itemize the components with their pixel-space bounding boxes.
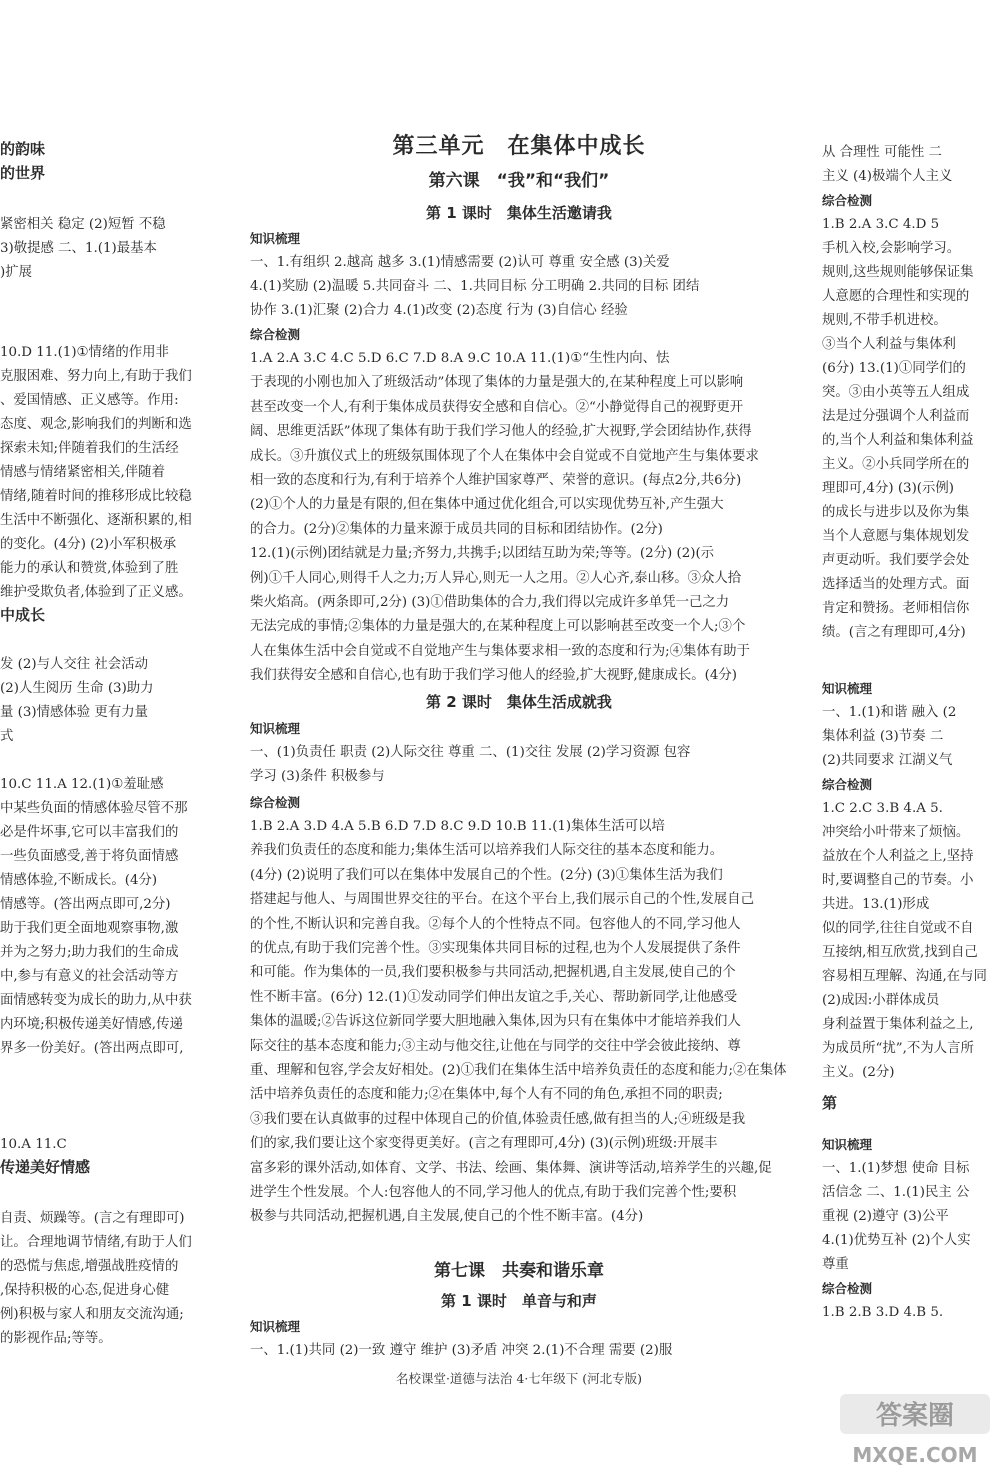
left-column bbox=[0, 0, 222, 1471]
answer-line: 集体的温暖;②告诉这位新同学要大胆地融入集体,因为只有在集体中才能培养我们人 bbox=[250, 1014, 741, 1030]
answer-line: 界多一份美好。(答出两点即可, bbox=[0, 1041, 184, 1056]
answer-line: 例)①千人同心,则得千人之力;万人异心,则无一人之用。②人心齐,泰山移。③众人拾 bbox=[250, 570, 742, 586]
answer-line: 内环境;积极传递美好情感,传递 bbox=[0, 1017, 183, 1032]
answer-line: 活中培养负责任的态度和能力;②在集体中,每个人有不同的角色,承担不同的职责; bbox=[250, 1087, 723, 1103]
watermark-logo bbox=[822, 1388, 1000, 1471]
answer-line: 共进。13.(1)形成 bbox=[822, 897, 930, 912]
answer-line: 甚至改变一个人,有利于集体成员获得安全感和自信心。②“小静觉得自己的视野更开 bbox=[250, 399, 744, 415]
answer-line: 时,要调整自己的节奏。小 bbox=[822, 873, 974, 888]
section-heading: 综合检测 bbox=[822, 777, 873, 792]
page-footer: 名校课堂·道德与法治 4·七年级下 (河北专版) bbox=[395, 1371, 643, 1386]
answer-line: 柴火焰高。(两条即可,2分) (3)①借助集体的合力,我们得以完成许多单凭一己之力 bbox=[250, 595, 730, 610]
answer-line: 情感等。(答出两点即可,2分) bbox=[0, 897, 171, 912]
answer-line: 人在集体生活中会自觉或不自觉地产生与集体要求相一致的态度和行为;④集体有助于 bbox=[250, 643, 750, 659]
lesson6-part2-title: 第 2 课时 集体生活成就我 bbox=[426, 693, 612, 711]
answer-line: 相一致的态度和行为,有利于培养个人维护国家尊严、荣誉的意识。(每点2分,共6分) bbox=[250, 473, 742, 488]
unit-title: 第三单元 在集体中成长 bbox=[392, 134, 646, 159]
answer-line: 活信念 二、1.(1)民主 公 bbox=[822, 1185, 970, 1200]
answer-line: 维护受欺负者,体验到了正义感。 bbox=[0, 585, 192, 600]
watermark-logo-text: 答案圈 bbox=[875, 1401, 955, 1431]
answer-line: 绩。(言之有理即可,4分) bbox=[822, 625, 966, 640]
answer-line: 从 合理性 可能性 二 bbox=[822, 145, 942, 160]
answer-line: 们的家,我们要让这个家变得更美好。(言之有理即可,4分) (3)(示例)班级:开展丰 bbox=[250, 1136, 718, 1152]
answer-line: 10.D 11.(1)①情绪的作用非 bbox=[0, 345, 169, 360]
section-heading: 综合检测 bbox=[822, 1281, 873, 1296]
section-heading: 知识梳理 bbox=[822, 1137, 873, 1152]
answer-line: 法是过分强调个人利益而 bbox=[822, 409, 970, 424]
answer-line: 声更动听。我们要学会处 bbox=[822, 553, 970, 568]
answer-line: 冲突给小叶带来了烦恼。 bbox=[822, 825, 970, 840]
answer-line: 一、1.(1)梦想 使命 目标 bbox=[822, 1161, 970, 1176]
answer-line: 并为之努力;助力我们的生命成 bbox=[0, 945, 179, 960]
answer-line: 容易相互理解、沟通,在与同 bbox=[822, 969, 987, 984]
answer-line: 4.(1)奖励 (2)温暖 5.共同奋斗 二、1.共同目标 分工明确 2.共同的目标 团结 bbox=[250, 279, 700, 294]
answer-line: 一、1.(1)共同 (2)一致 遵守 维护 (3)矛盾 冲突 2.(1)不合理 需要 (2)服 bbox=[250, 1343, 673, 1358]
answer-line: 中某些负面的情感体验尽管不那 bbox=[0, 801, 188, 816]
answer-line: 一、1.有组织 2.越高 越多 3.(1)情感需要 (2)认可 尊重 安全感 (3)关爱 bbox=[250, 255, 670, 270]
answer-line: 情感与情绪紧密相关,伴随着 bbox=[0, 465, 165, 480]
answer-line: 规则,这些规则能够保证集 bbox=[822, 265, 974, 280]
answer-line: 的优点,有助于我们完善个性。③实现集体共同目标的过程,也为个人发展提供了条件 bbox=[250, 941, 741, 956]
answer-line: 生活中不断强化、逐渐积累的,相 bbox=[0, 513, 192, 528]
answer-line: 发 (2)与人交往 社会活动 bbox=[0, 657, 148, 672]
check-label: 综合检测 bbox=[250, 327, 301, 342]
section-heading: 传递美好情感 bbox=[0, 1158, 91, 1176]
answer-line: 人意愿的合理性和实现的 bbox=[822, 289, 970, 304]
answer-line: (2)①个人的力量是有限的,但在集体中通过优化组合,可以实现优势互补,产生强大 bbox=[250, 497, 724, 513]
answer-line: 于表现的小刚也加入了班级活动”体现了集体的力量是强大的,在某种程度上可以影响 bbox=[250, 375, 744, 391]
answer-line: 重、理解和包容,学会友好相处。(2)①我们在集体生活中培养负责任的态度和能力;②在集体 bbox=[250, 1063, 787, 1078]
answer-line: 重视 (2)遵守 (3)公平 bbox=[822, 1209, 949, 1224]
answer-line: 手机入校,会影响学习。 bbox=[822, 241, 961, 256]
answer-line: 性不断丰富。(6分) 12.(1)①发动同学们伸出友谊之手,关心、帮助新同学,让他感受 bbox=[250, 989, 738, 1005]
answer-line: 规则,不带手机进校。 bbox=[822, 313, 947, 328]
answer-line: 10.A 11.C bbox=[0, 1137, 67, 1152]
answer-line: 主义。②小兵同学所在的 bbox=[822, 457, 970, 472]
answer-line: ,保持积极的心态,促进身心健 bbox=[0, 1283, 170, 1298]
check-label: 综合检测 bbox=[250, 795, 301, 810]
answer-line: ③我们要在认真做事的过程中体现自己的价值,体验责任感,做有担当的人;④班级是我 bbox=[250, 1111, 746, 1127]
knowledge-label: 知识梳理 bbox=[250, 1319, 301, 1334]
answer-line: 式 bbox=[0, 729, 14, 744]
answer-line: 似的同学,往往自觉或不自 bbox=[822, 921, 974, 936]
answer-line: 助于我们更全面地观察事物,激 bbox=[0, 921, 179, 936]
answer-line: 量 (3)情感体验 更有力量 bbox=[0, 705, 148, 720]
watermark-text: MXQE.COM bbox=[852, 1443, 978, 1467]
answer-line: )扩展 bbox=[0, 265, 33, 280]
answer-line: 极参与共同活动,把握机遇,自主发展,使自己的个性不断丰富。(4分) bbox=[250, 1209, 644, 1225]
answer-line: 无法完成的事情;②集体的力量是强大的,在某种程度上可以影响甚至改变一个人;③个 bbox=[250, 619, 746, 635]
section-heading: 知识梳理 bbox=[822, 681, 873, 696]
section-heading: 中成长 bbox=[0, 606, 46, 624]
answer-line: 尊重 bbox=[822, 1257, 849, 1272]
answer-line: 能力的承认和赞赏,体验到了胜 bbox=[0, 561, 179, 576]
answer-line: 的恐慌与焦虑,增强战胜疫情的 bbox=[0, 1259, 179, 1274]
answer-line: 成长。③升旗仪式上的班级氛围体现了个人在集体中会自觉或不自觉地产生与集体要求 bbox=[250, 448, 759, 464]
answer-line: 一些负面感受,善于将负面情感 bbox=[0, 849, 179, 864]
answer-line: 紧密相关 稳定 (2)短暂 不稳 bbox=[0, 217, 166, 232]
answer-line: 让。合理地调节情绪,有助于人们 bbox=[0, 1235, 192, 1250]
answer-line: 4.(1)优势互补 (2)个人实 bbox=[822, 1233, 971, 1248]
answer-line: 态度、观念,影响我们的判断和选 bbox=[0, 417, 192, 432]
answer-line: 协作 3.(1)汇聚 (2)合力 4.(1)改变 (2)态度 行为 (3)自信心 经验 bbox=[250, 303, 628, 318]
answer-line: 益放在个人利益之上,坚持 bbox=[822, 849, 974, 864]
lesson6-title: 第六课 “我”和“我们” bbox=[428, 171, 610, 191]
answer-line: 情绪,随着时间的推移形成比较稳 bbox=[0, 489, 192, 504]
answer-line: 3)敬提感 二、1.(1)最基本 bbox=[0, 241, 157, 256]
answer-line: 面情感转变为成长的助力,从中获 bbox=[0, 993, 192, 1008]
answer-line: 、爱国情感、正义感等。作用: bbox=[0, 393, 179, 408]
answer-line: 探索未知;伴随着我们的生活经 bbox=[0, 441, 179, 456]
answer-line: 1.B 2.A 3.D 4.A 5.B 6.D 7.D 8.C 9.D 10.B 11.(1)集体生活可以培 bbox=[250, 819, 665, 834]
answer-line: 的影视作品;等等。 bbox=[0, 1331, 112, 1346]
answer-line: 12.(1)(示例)团结就是力量;齐努力,共携手;以团结互助为荣;等等。(2分) (2)(示 bbox=[250, 546, 715, 562]
lesson7-part1-title: 第 1 课时 单音与和声 bbox=[441, 1292, 597, 1310]
answer-line: 的成长与进步以及你为集 bbox=[822, 505, 970, 520]
answer-line: 的变化。(4分) (2)小军积极承 bbox=[0, 537, 177, 552]
answer-line: 的合力。(2分)②集体的力量来源于成员共同的目标和团结协作。(2分) bbox=[250, 521, 663, 537]
answer-line: 理即可,4分) (3)(示例) bbox=[822, 481, 955, 496]
answer-line: 1.B 2.B 3.D 4.B 5. bbox=[822, 1305, 944, 1320]
answer-line: 的个性,不断认识和完善自我。②每个人的个性特点不同。包容他人的不同,学习他人 bbox=[250, 916, 741, 932]
answer-line: 养我们负责任的态度和能力;集体生活可以培养我们人际交往的基本态度和能力。 bbox=[250, 843, 724, 859]
section-heading: 的韵味 bbox=[0, 140, 46, 158]
answer-line: 必是件坏事,它可以丰富我们的 bbox=[0, 825, 179, 840]
answer-line: 主义 (4)极端个人主义 bbox=[822, 169, 953, 184]
answer-line: 进学生个性发展。个人:包容他人的不同,学习他人的优点,有助于我们完善个性;要积 bbox=[250, 1185, 737, 1200]
answer-line: 一、1.(1)和谐 融入 (2 bbox=[822, 705, 957, 720]
answer-line: 自责、烦躁等。(言之有理即可) bbox=[0, 1211, 185, 1226]
answer-line: (4分) (2)说明了我们可以在集体中发展自己的个性。(2分) (3)①集体生活为我们 bbox=[250, 867, 723, 883]
answer-line: 身利益置于集体利益之上, bbox=[822, 1017, 974, 1032]
answer-line: 1.C 2.C 3.B 4.A 5. bbox=[822, 801, 943, 816]
answer-line: 1.B 2.A 3.C 4.D 5 bbox=[822, 217, 940, 232]
answer-line: 互接纳,相互欣赏,找到自己 bbox=[822, 945, 978, 960]
middle-column bbox=[236, 0, 802, 1471]
answer-line: 和可能。作为集体的一员,我们要积极参与共同活动,把握机遇,自主发展,使自己的个 bbox=[250, 965, 736, 981]
answer-line: 例)积极与家人和朋友交流沟通; bbox=[0, 1307, 184, 1322]
knowledge-label: 知识梳理 bbox=[250, 721, 301, 736]
answer-line: 学习 (3)条件 积极参与 bbox=[250, 769, 385, 784]
answer-line: 主义。(2分) bbox=[822, 1065, 895, 1080]
answer-line: (2)人生阅历 生命 (3)助力 bbox=[0, 681, 154, 696]
answer-line: 选择适当的处理方式。面 bbox=[822, 577, 970, 592]
answer-line: 阔、思维更活跃”体现了集体有助于我们学习他人的经验,扩大视野,学会团结协作,获得 bbox=[250, 424, 752, 440]
answer-line: 情感体验,不断成长。(4分) bbox=[0, 873, 158, 888]
lesson6-part1-title: 第 1 课时 集体生活邀请我 bbox=[426, 204, 612, 222]
answer-line: 搭建起与他人、与周围世界交往的平台。在这个平台上,我们展示自己的个性,发展自己 bbox=[250, 892, 754, 908]
answer-line: ③当个人利益与集体利 bbox=[822, 337, 956, 352]
answer-line: 集体利益 (3)节奏 二 bbox=[822, 729, 944, 744]
section-heading: 综合检测 bbox=[822, 193, 873, 208]
answer-line: 1.A 2.A 3.C 4.C 5.D 6.C 7.D 8.A 9.C 10.A 11.(1)①“生性内向、怯 bbox=[250, 351, 670, 366]
answer-line: (2)成因:小群体成员 bbox=[822, 993, 940, 1008]
answer-line: 一、(1)负责任 职责 (2)人际交往 尊重 二、(1)交往 发展 (2)学习资源 包容 bbox=[250, 745, 691, 760]
right-column bbox=[822, 0, 1000, 1471]
section-heading: 的世界 bbox=[0, 164, 46, 182]
answer-line: 际交往的基本态度和能力;③主动与他交往,让他在与同学的交往中学会彼此接纳、尊 bbox=[250, 1038, 741, 1054]
section-heading: 第 bbox=[822, 1094, 838, 1112]
answer-line: 克服困难、努力向上,有助于我们 bbox=[0, 369, 192, 384]
answer-line: 突。③由小英等五人组成 bbox=[822, 385, 970, 400]
answer-line: 肯定和赞扬。老师相信你 bbox=[822, 601, 970, 616]
knowledge-label: 知识梳理 bbox=[250, 231, 301, 246]
answer-line: 中,参与有意义的社会活动等方 bbox=[0, 969, 179, 984]
answer-line: (2)共同要求 江湖义气 bbox=[822, 753, 953, 768]
answer-line: 10.C 11.A 12.(1)①羞耻感 bbox=[0, 777, 164, 792]
answer-line: 为成员所“扰”,不为人言所 bbox=[822, 1041, 974, 1056]
answer-line: 富多彩的课外活动,如体育、文学、书法、绘画、集体舞、演讲等活动,培养学生的兴趣,促 bbox=[250, 1160, 772, 1176]
answer-line: 的,当个人利益和集体利益 bbox=[822, 433, 974, 448]
answer-line: 当个人意愿与集体规划发 bbox=[822, 529, 970, 544]
answer-line: (6分) 13.(1)①同学们的 bbox=[822, 361, 966, 376]
answer-line: 我们获得安全感和自信心,也有助于我们学习他人的经验,扩大视野,健康成长。(4分) bbox=[250, 668, 738, 684]
lesson7-title: 第七课 共奏和谐乐章 bbox=[434, 1261, 604, 1281]
